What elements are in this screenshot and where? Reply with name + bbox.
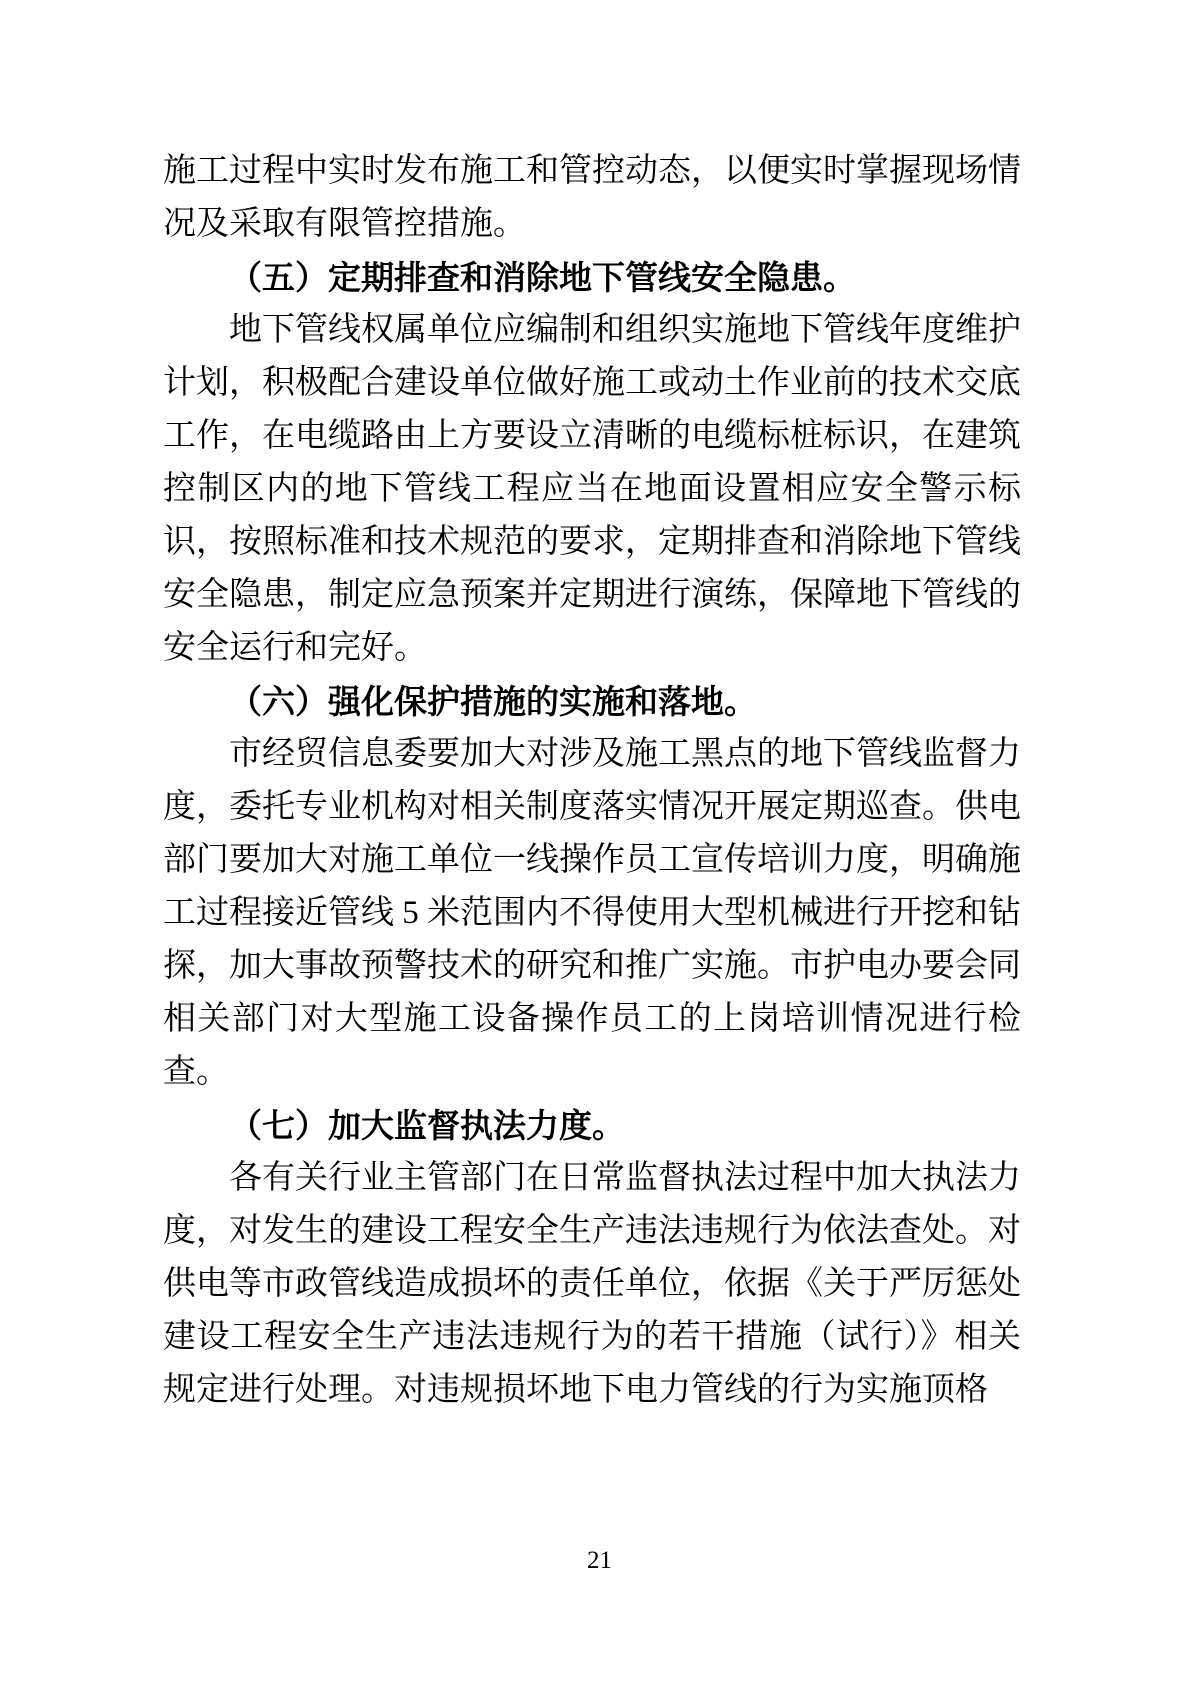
paragraph-continuation: 施工过程中实时发布施工和管控动态，以便实时掌握现场情况及采取有限管控措施。 bbox=[163, 153, 1021, 242]
page-number: 21 bbox=[587, 1547, 612, 1574]
paragraph-section-6: 市经贸信息委要加大对涉及施工黑点的地下管线监督力度，委托专业机构对相关制度落实情况开展定期巡查。供电部门要加大对施工单位一线操作员工宣传培训力度，明确施工过程接近管线 5 米范围内不得使用大型机械进行开挖和钻探，加大事故预警技术的研究和推广实施。市护电办要会同相关部门对大型施工设备操作员工的上岗培训情况进行检查。 bbox=[163, 736, 1021, 1090]
paragraph-section-5: 地下管线权属单位应编制和组织实施地下管线年度维护计划，积极配合建设单位做好施工或动土作业前的技术交底工作，在电缆路由上方要设立清晰的电缆标桩标识，在建筑控制区内的地下管线工程应当在地面设置相应安全警示标识，按照标准和技术规范的要求，定期排查和消除地下管线安全隐患，制定应急预案并定期进行演练，保障地下管线的安全运行和完好。 bbox=[163, 312, 1021, 666]
section-heading-6: （六）强化保护措施的实施和落地。 bbox=[229, 683, 757, 720]
document-body bbox=[163, 145, 1021, 1417]
section-heading-5: （五）定期排查和消除地下管线安全隐患。 bbox=[229, 259, 856, 296]
section-heading-7: （七）加大监督执法力度。 bbox=[229, 1107, 625, 1144]
paragraph-section-7: 各有关行业主管部门在日常监督执法过程中加大执法力度，对发生的建设工程安全生产违法违规行为依法查处。对供电等市政管线造成损坏的责任单位，依据《关于严厉惩处建设工程安全生产违法违规行为的若干措施（试行）》相关规定进行处理。对违规损坏地下电力管线的行为实施顶格 bbox=[163, 1160, 1021, 1408]
